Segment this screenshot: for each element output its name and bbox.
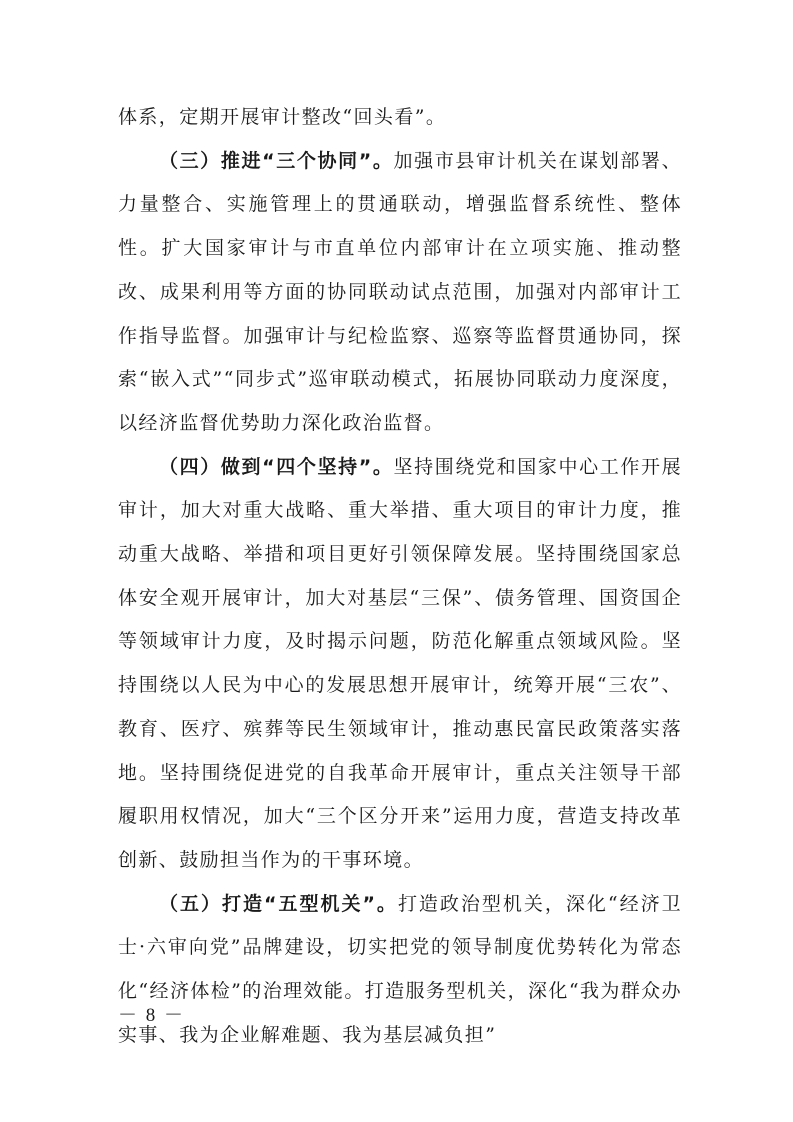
page-number: － 8 － [118, 1005, 186, 1026]
paragraph-four-insistences [118, 446, 682, 883]
paragraph-three-coordinations [118, 140, 682, 446]
section-heading: （五）打造“五型机关”。 [159, 892, 398, 915]
paragraph-text: 坚持围绕党和国家中心工作开展审计，加大对重大战略、重大举措、重大项目的审计力度，推动重大战略、举措和项目更好引领保障发展。坚持围绕国家总体安全观开展审计，加大对基层“三保”、债务管理、国资国企等领域审计力度，及时揭示问题，防范化解重点领域风险。坚持围绕以人民为中心的发展思想开展审计，统筹开展“三农”、教育、医疗、殡葬等民生领域审计，推动惠民富民政策落实落地。坚持围绕促进党的自我革命开展审计，重点关注领导干部履职用权情况，加大“三个区分开来”运用力度，营造支持改革创新、鼓励担当作为的干事环境。 [118, 455, 682, 871]
paragraph-text: 加强市县审计机关在谋划部署、力量整合、实施管理上的贯通联动，增强监督系统性、整体性。扩大国家审计与市直单位内部审计在立项实施、推动整改、成果利用等方面的协同联动试点范围，加强对内部审计工作指导监督。加强审计与纪检监察、巡察等监督贯通协同，探索“嵌入式”“同步式”巡审联动模式，拓展协同联动力度深度，以经济监督优势助力深化政治监督。 [118, 149, 682, 434]
document-body [118, 96, 682, 1057]
paragraph-continuation [118, 96, 682, 140]
section-heading: （三）推进“三个协同”。 [159, 149, 394, 172]
paragraph-text: 打造政治型机关，深化“经济卫士·六审向党”品牌建设，切实把党的领导制度优势转化为常态化“经济体检”的治理效能。打造服务型机关，深化“我为群众办实事、我为企业解难题、我为基层减负担” [118, 892, 682, 1046]
paragraph-text: 体系，定期开展审计整改“回头看”。 [118, 106, 447, 128]
section-heading: （四）做到“四个坚持”。 [159, 455, 394, 478]
paragraph-five-organs [118, 883, 682, 1058]
